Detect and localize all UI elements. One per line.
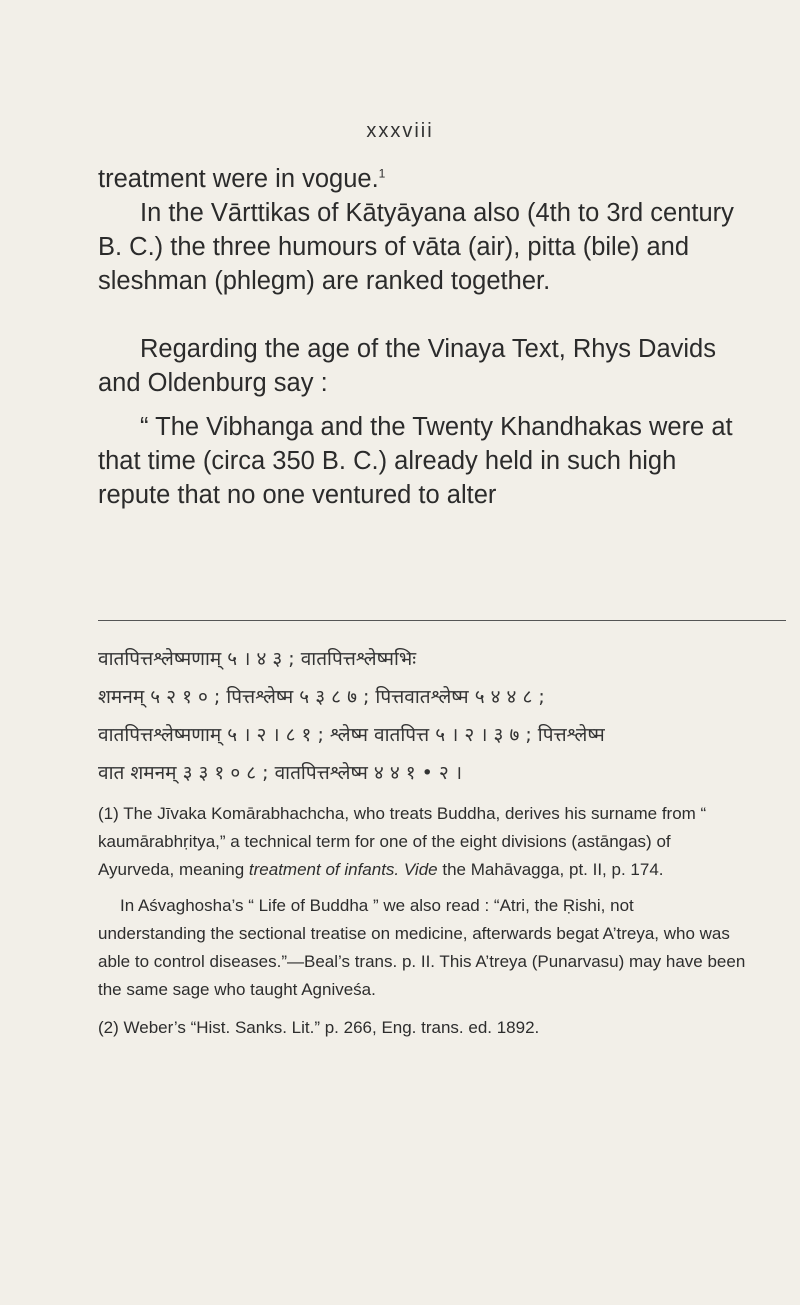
footnote-1-paragraph-2: In Aśvaghosha’s “ Life of Buddha ” we also read : “Atri, the Ṛishi, not understanding the sectional treatise on medicine, afterwards begat A’treya, who was able to control diseases.”—Beal’s trans. p. II. This A’treya (Punarvasu) may have been the same sage who taught Agniveśa. — [98, 896, 746, 999]
sanskrit-line-1: वातपित्तश्लेष्मणाम् ५ । ४ ३ ; वातपित्तश्लेष्मभिः — [98, 648, 417, 670]
paragraph-2: In the Vārttikas of Kātyāyana also (4th to 3rd century B. C.) the three humours of vāta (air), pitta (bile) and sleshman (phlegm) are ranked together. — [98, 199, 734, 295]
footnote-1-italic: treatment of infants. — [248, 860, 400, 879]
footnote-2: (2) Weber’s “Hist. Sanks. Lit.” p. 266, Eng. trans. ed. 1892. — [98, 1018, 540, 1037]
sanskrit-line-3: वातपित्तश्लेष्मणाम् ५ । २ । ८ १ ; श्लेष्म वातपित्त ५ । २ । ३ ७ ; पित्तश्लेष्म — [98, 724, 605, 746]
footnote-1-vide: Vide — [403, 860, 438, 879]
paragraph-1 — [98, 162, 738, 196]
page-number: xxxviii — [366, 120, 434, 142]
footnotes — [98, 800, 746, 1042]
footnote-1-tail: the Mahāvagga, pt. II, p. 174. — [442, 860, 664, 879]
footnote-divider — [98, 620, 786, 621]
sanskrit-line-2: शमनम् ५ २ १ ० ; पित्तश्लेष्म ५ ३ ८ ७ ; पित्तवातश्लेष्म ५ ४ ४ ८ ; — [98, 686, 545, 708]
quotation: “ The Vibhanga and the Twenty Khandhakas were at that time (circa 350 B. C.) already held in such high repute that no one ventured to alter — [98, 413, 733, 509]
footnote-1-text: (1) The Jīvaka Komārabhachcha, who treats Buddha, derives his surname from “ kaumārabhṛitya,” a technical term for one of the eight divisions (astāngas) of Ayurveda, meaning — [98, 804, 707, 879]
paragraph-1-text: treatment were in vogue. — [98, 165, 379, 193]
footnote-marker-1: 1 — [378, 166, 386, 181]
paragraph-3: Regarding the age of the Vinaya Text, Rhys Davids and Oldenburg say : — [98, 335, 716, 397]
footnote-1 — [98, 800, 746, 884]
sanskrit-references — [98, 640, 788, 792]
sanskrit-line-4: वात शमनम् ३ ३ १ ० ८ ; वातपित्तश्लेष्म ४ ४ १ • २ । — [98, 762, 463, 784]
main-text — [98, 162, 738, 512]
